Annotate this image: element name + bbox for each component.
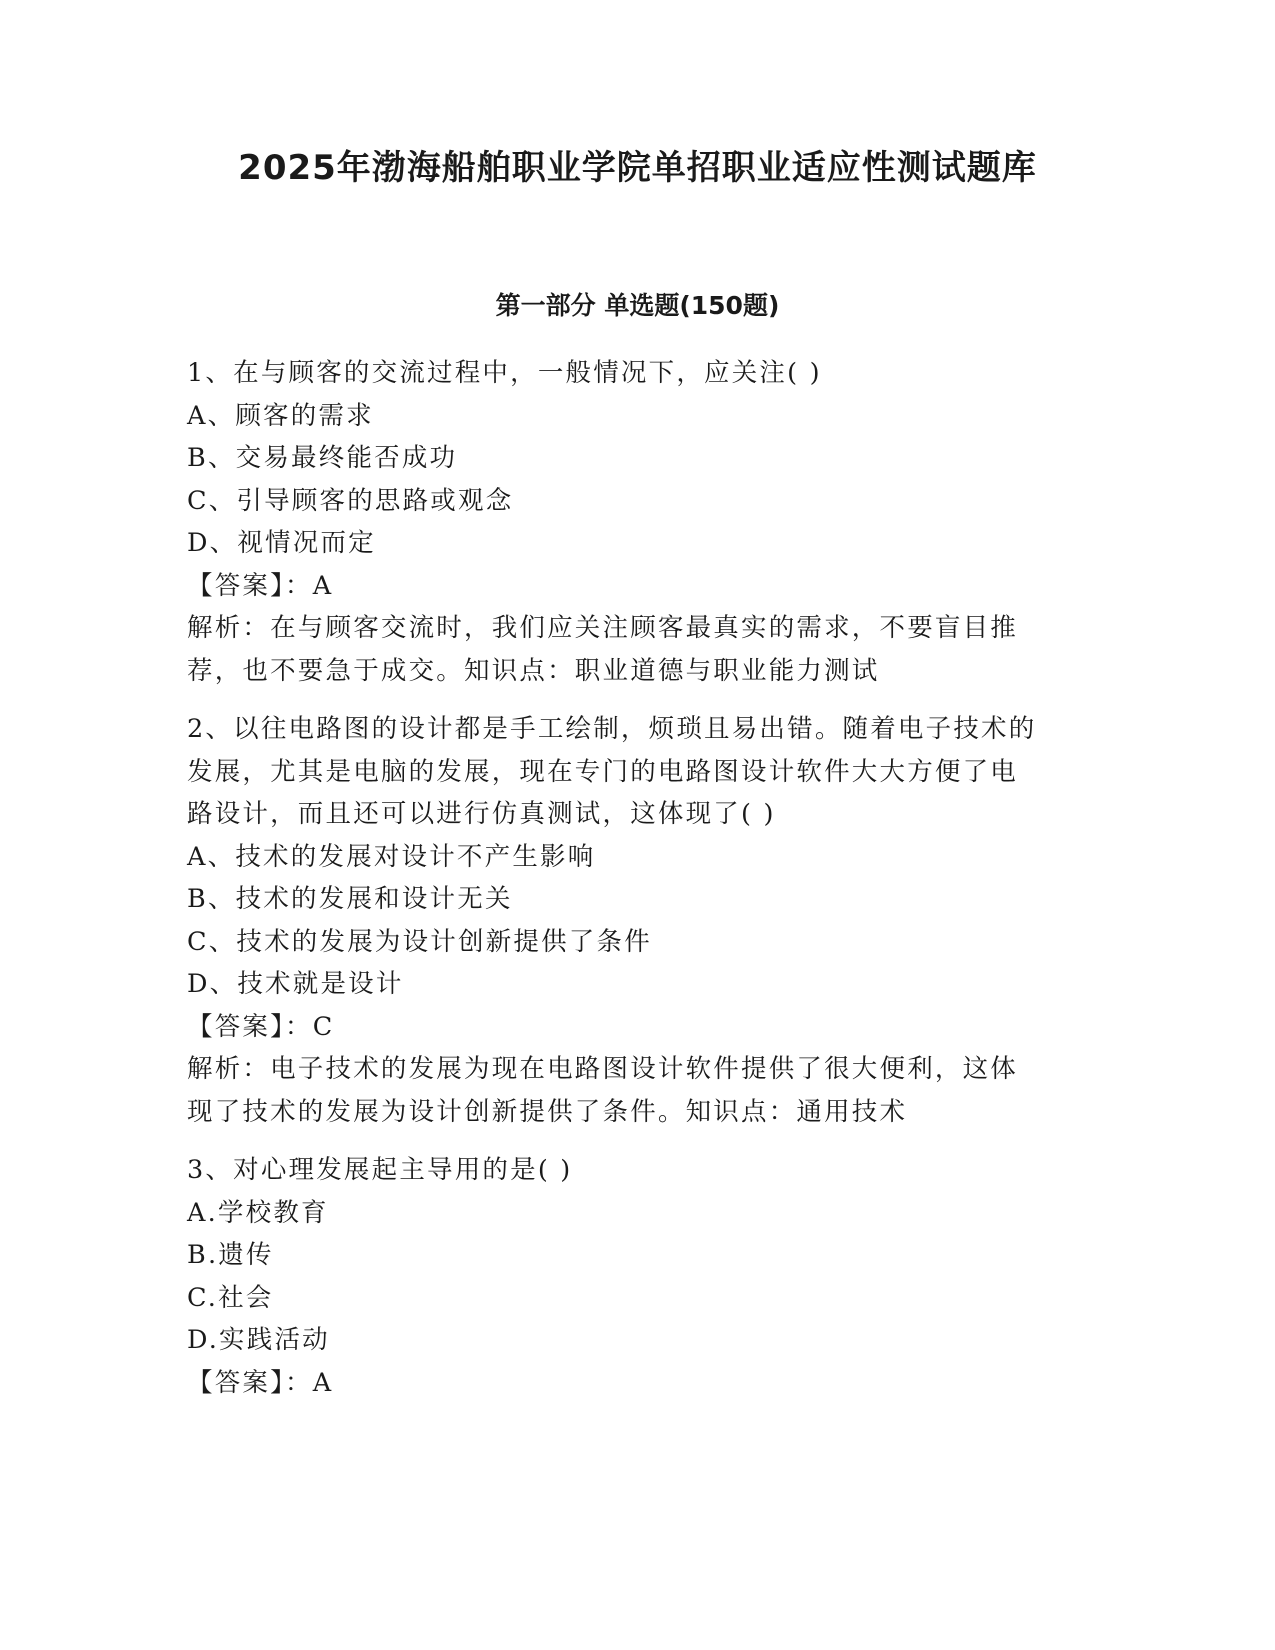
option-b: B.遗传 <box>187 1240 274 1270</box>
question-stem: 2、以往电路图的设计都是手工绘制，烦琐且易出错。随着电子技术的 <box>187 714 1037 744</box>
option-a: A、顾客的需求 <box>187 400 374 431</box>
question-stem: 发展，尤其是电脑的发展，现在专门的电路图设计软件大大方便了电 <box>187 756 1019 787</box>
option-c: C、技术的发展为设计创新提供了条件 <box>187 926 652 957</box>
question-block <box>187 1149 1087 1404</box>
analysis: 荐，也不要急于成交。知识点：职业道德与职业能力测试 <box>187 655 880 686</box>
analysis: 现了技术的发展为设计创新提供了条件。知识点：通用技术 <box>187 1096 908 1127</box>
analysis: 解析：电子技术的发展为现在电路图设计软件提供了很大便利，这体 <box>187 1054 1019 1084</box>
answer: 【答案】：C <box>187 1011 335 1042</box>
option-c: C.社会 <box>187 1282 274 1313</box>
question-list <box>187 352 1087 1404</box>
section-title: 第一部分 单选题(150题) <box>495 291 780 320</box>
option-b: B、交易最终能否成功 <box>187 443 458 473</box>
option-b: B、技术的发展和设计无关 <box>187 884 513 914</box>
question-stem: 路设计，而且还可以进行仿真测试，这体现了( ) <box>187 799 776 829</box>
option-d: D、技术就是设计 <box>187 969 404 999</box>
question-block <box>187 708 1087 1133</box>
analysis: 解析：在与顾客交流时，我们应关注顾客最真实的需求，不要盲目推 <box>187 613 1019 643</box>
question-stem: 1、在与顾客的交流过程中，一般情况下，应关注( ) <box>187 358 822 388</box>
question-stem: 3、对心理发展起主导用的是( ) <box>187 1155 573 1185</box>
answer: 【答案】：A <box>187 1367 334 1398</box>
option-d: D.实践活动 <box>187 1325 330 1355</box>
option-a: A、技术的发展对设计不产生影响 <box>187 841 596 872</box>
document-title: 2025年渤海船舶职业学院单招职业适应性测试题库 <box>238 148 1037 188</box>
option-a: A.学校教育 <box>187 1197 329 1228</box>
option-c: C、引导顾客的思路或观念 <box>187 485 514 516</box>
question-block <box>187 352 1087 692</box>
option-d: D、视情况而定 <box>187 528 376 558</box>
answer: 【答案】：A <box>187 570 334 601</box>
